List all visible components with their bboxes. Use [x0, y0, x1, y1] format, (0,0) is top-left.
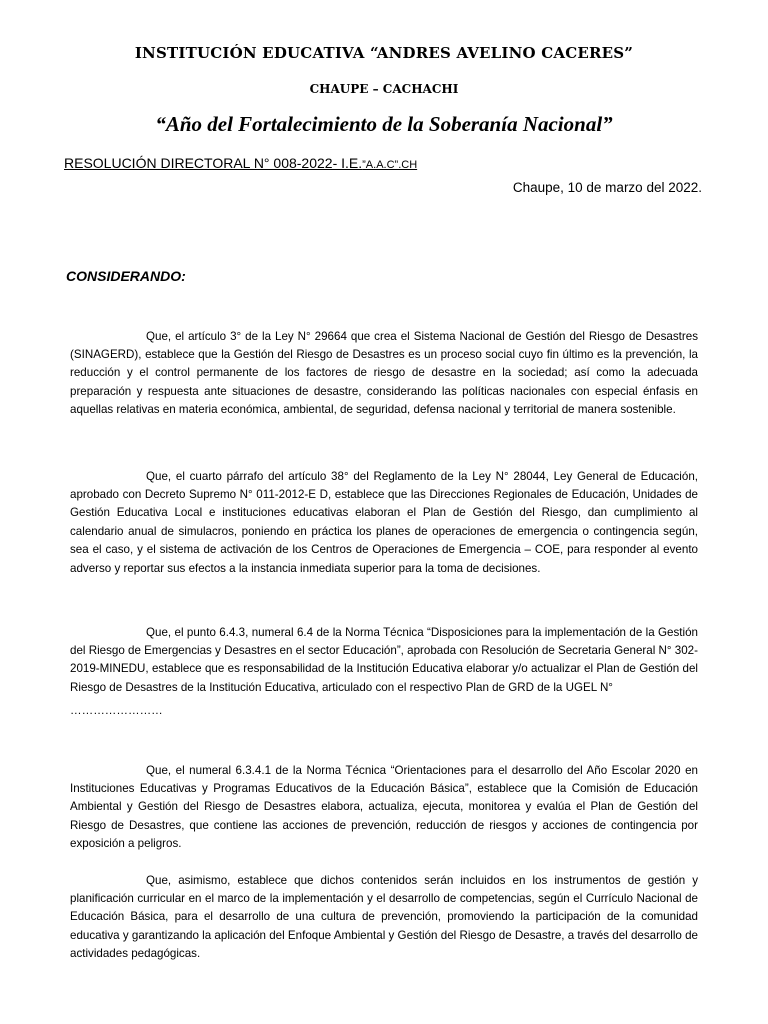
paragraph: Que, el punto 6.4.3, numeral 6.4 de la Norma Técnica “Disposiciones para la implementación de la Gestión del Riesgo de Emergencias y Desastres en el sector Educación”, aprobada con Resolución de Secretaria General N° 302-2019-MINEDU, establece que es responsabilidad de la Institución Educativa elaborar y/o actualizar el Plan de Gestión del Riesgo de Desastres de la Institución Educativa, articulado con el respectivo Plan de GRD de la UGEL N°: [70, 625, 698, 694]
location-subtitle: CHAUPE – CACHACHI: [309, 82, 459, 96]
blank-fill-dots: ……………………: [70, 704, 163, 717]
resolution-number: [64, 155, 417, 171]
resolution-prefix: RESOLUCIÓN DIRECTORAL N° 008-2022- I.E.: [64, 155, 363, 171]
paragraph: Que, el artículo 3° de la Ley N° 29664 que crea el Sistema Nacional de Gestión del Riesgo de Desastres (SINAGERD), establece que la Gestión del Riesgo de Desastres es un proceso social cuyo fin último es la prevención, la reducción y el control permanente de los factores de riesgo de desastre en la sociedad; así como la adecuada preparación y respuesta ante situaciones de desastre, considerando las políticas nacionales con especial énfasis en aquellas relativas en materia económica, ambiental, de seguridad, defensa nacional y territorial de manera sostenible.: [70, 329, 698, 417]
paragraph: Que, el cuarto párrafo del artículo 38° del Reglamento de la Ley N° 28044, Ley General de Educación, aprobado con Decreto Supremo N° 011-2012-E D, establece que las Direcciones Regionales de Educación, Unidades de Gestión Educativa Local e instituciones educativas elaboran el Plan de Gestión del Riesgo, dan cumplimiento al calendario anual de simulacros, poniendo en práctica los planes de operaciones de emergencia o contingencia según, sea el caso, y el sistema de activación de los Centros de Operaciones de Emergencia – COE, para responder al evento adverso y reportar sus efectos a la instancia inmediata superior para la toma de decisiones.: [70, 469, 698, 575]
resolution-suffix: ”A.A.C”.CH: [362, 159, 418, 171]
date-line: Chaupe, 10 de marzo del 2022.: [512, 180, 702, 195]
year-motto: “Año del Fortalecimiento de la Soberanía Nacional”: [155, 112, 613, 136]
institution-title: INSTITUCIÓN EDUCATIVA “ANDRES AVELINO CACERES”: [134, 44, 634, 62]
paragraph: Que, el numeral 6.3.4.1 de la Norma Técnica “Orientaciones para el desarrollo del Año Escolar 2020 en Instituciones Educativas y Programas Educativos de la Educación Básica”, establece que la Comisión de Educación Ambiental y Gestión del Riesgo de Desastres elabora, actualiza, ejecuta, monitorea y evalúa el Plan de Gestión del Riesgo de Desastres, que contiene las acciones de prevención, reducción de riesgos y acciones de contingencia por exposición a peligros.: [70, 763, 698, 851]
paragraph: Que, asimismo, establece que dichos contenidos serán incluidos en los instrumentos de gestión y planificación curricular en el marco de la implementación y el desarrollo de competencias, según el Currículo Nacional de Educación Básica, para el desarrollo de una cultura de prevención, promoviendo la participación de la comunidad educativa y garantizando la aplicación del Enfoque Ambiental y Gestión del Riesgo de Desastre, a través del desarrollo de actividades pedagógicas.: [70, 873, 698, 961]
considerando-heading: CONSIDERANDO:: [66, 268, 186, 284]
